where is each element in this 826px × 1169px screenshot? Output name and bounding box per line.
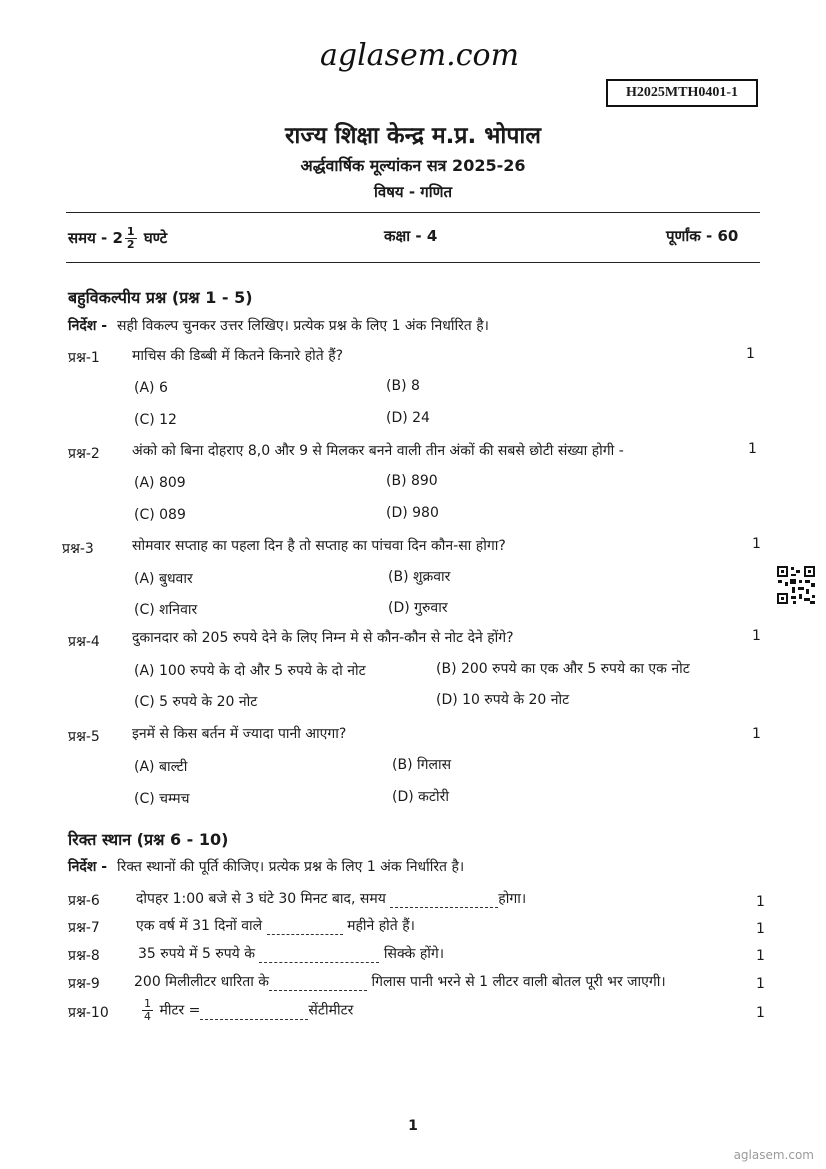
option-b: (B) गिलास bbox=[392, 757, 452, 773]
option-c: (C) 089 bbox=[134, 507, 186, 523]
question-marks: 1 bbox=[756, 894, 765, 910]
question-marks: 1 bbox=[756, 976, 765, 992]
option-c: (C) 5 रुपये के 20 नोट bbox=[134, 694, 258, 710]
question-text: अंको को बिना दोहराए 8,0 और 9 से मिलकर बनने वाली तीन अंकों की सबसे छोटी संख्या होगी - bbox=[132, 443, 624, 459]
question-number: प्रश्न-1 bbox=[68, 350, 100, 366]
question-marks: 1 bbox=[752, 628, 761, 644]
class-label: कक्षा - 4 bbox=[384, 227, 438, 245]
option-c: (C) चम्मच bbox=[134, 791, 190, 807]
option-a: (A) बाल्टी bbox=[134, 759, 188, 775]
question-text: एक वर्ष में 31 दिनों वाले महीने होते हैं। bbox=[136, 918, 415, 934]
watermark-logo: aglasem.com bbox=[320, 38, 520, 73]
board-title: राज्य शिक्षा केन्द्र म.प्र. भोपाल bbox=[285, 123, 541, 149]
option-b: (B) 200 रुपये का एक और 5 रुपये का एक नोट bbox=[436, 661, 690, 677]
option-b: (B) 890 bbox=[386, 473, 438, 489]
question-text: माचिस की डिब्बी में कितने किनारे होते हैं? bbox=[132, 348, 344, 364]
question-marks: 1 bbox=[756, 948, 765, 964]
question-text: 35 रुपये में 5 रुपये के सिक्के होंगे। bbox=[138, 946, 445, 962]
answer-blank[interactable] bbox=[267, 918, 343, 935]
question-number: प्रश्न-8 bbox=[68, 948, 100, 964]
section-title: बहुविकल्पीय प्रश्न (प्रश्न 1 - 5) bbox=[68, 288, 253, 307]
question-text: इनमें से किस बर्तन में ज्यादा पानी आएगा? bbox=[132, 726, 347, 742]
option-b: (B) 8 bbox=[386, 378, 420, 394]
question-number: प्रश्न-7 bbox=[68, 920, 100, 936]
question-marks: 1 bbox=[748, 441, 757, 457]
divider bbox=[66, 262, 760, 263]
option-d: (D) 24 bbox=[386, 410, 430, 426]
option-c: (C) शनिवार bbox=[134, 602, 198, 618]
option-a: (A) 100 रुपये के दो और 5 रुपये के दो नोट bbox=[134, 663, 366, 679]
question-number: प्रश्न-2 bbox=[68, 446, 100, 462]
answer-blank[interactable] bbox=[259, 946, 379, 963]
time-allowed: समय - 2 $\frac{1}{2}$ घण्टे bbox=[68, 225, 168, 251]
fraction: $\frac{1}{4}$ bbox=[144, 997, 151, 1023]
session-title: अर्द्धवार्षिक मूल्यांकन सत्र 2025-26 bbox=[300, 156, 526, 175]
question-number: प्रश्न-3 bbox=[62, 541, 94, 557]
section-direction: निर्देश - सही विकल्प चुनकर उत्तर लिखिए। प्रत्येक प्रश्न के लिए 1 अंक निर्धारित है। bbox=[68, 318, 489, 334]
question-number: प्रश्न-5 bbox=[68, 729, 100, 745]
option-d: (D) कटोरी bbox=[392, 789, 449, 805]
question-marks: 1 bbox=[756, 921, 765, 937]
option-a: (A) 6 bbox=[134, 380, 168, 396]
option-a: (A) 809 bbox=[134, 475, 186, 491]
option-c: (C) 12 bbox=[134, 412, 177, 428]
question-number: प्रश्न-10 bbox=[68, 1005, 109, 1021]
section-title: रिक्त स्थान (प्रश्न 6 - 10) bbox=[68, 830, 229, 849]
answer-blank[interactable] bbox=[269, 974, 367, 991]
question-text: दुकानदार को 205 रुपये देने के लिए निम्न मे से कौन-कौन से नोट देने होंगे? bbox=[132, 630, 514, 646]
paper-code: H2025MTH0401-1 bbox=[606, 79, 758, 107]
option-d: (D) गुरुवार bbox=[388, 600, 448, 616]
option-a: (A) बुधवार bbox=[134, 571, 193, 587]
section-direction: निर्देश - रिक्त स्थानों की पूर्ति कीजिए। प्रत्येक प्रश्न के लिए 1 अंक निर्धारित है। bbox=[68, 859, 465, 875]
question-number: प्रश्न-9 bbox=[68, 976, 100, 992]
answer-blank[interactable] bbox=[200, 1003, 308, 1020]
footer-watermark: aglasem.com bbox=[733, 1148, 814, 1162]
divider bbox=[66, 212, 760, 213]
question-marks: 1 bbox=[752, 726, 761, 742]
question-text: $\frac{1}{4}$ मीटर = सेंटीमीटर bbox=[144, 997, 354, 1023]
option-d: (D) 10 रुपये के 20 नोट bbox=[436, 692, 570, 708]
question-number: प्रश्न-4 bbox=[68, 634, 100, 650]
question-text: दोपहर 1:00 बजे से 3 घंटे 30 मिनट बाद, समय होगा। bbox=[136, 891, 527, 907]
option-b: (B) शुक्रवार bbox=[388, 569, 451, 585]
question-text: सोमवार सप्ताह का पहला दिन है तो सप्ताह का पांचवा दिन कौन-सा होगा? bbox=[132, 538, 506, 554]
max-marks: पूर्णांक - 60 bbox=[666, 227, 739, 245]
question-marks: 1 bbox=[752, 536, 761, 552]
question-number: प्रश्न-6 bbox=[68, 893, 100, 909]
question-text: 200 मिलीलीटर धारिता के गिलास पानी भरने से 1 लीटर वाली बोतल पूरी भर जाएगी। bbox=[134, 974, 666, 990]
option-d: (D) 980 bbox=[386, 505, 439, 521]
subject-title: विषय - गणित bbox=[374, 183, 452, 201]
question-marks: 1 bbox=[746, 346, 755, 362]
question-marks: 1 bbox=[756, 1005, 765, 1021]
page-number: 1 bbox=[408, 1118, 418, 1134]
answer-blank[interactable] bbox=[390, 891, 498, 908]
qr-code-icon bbox=[776, 565, 816, 605]
